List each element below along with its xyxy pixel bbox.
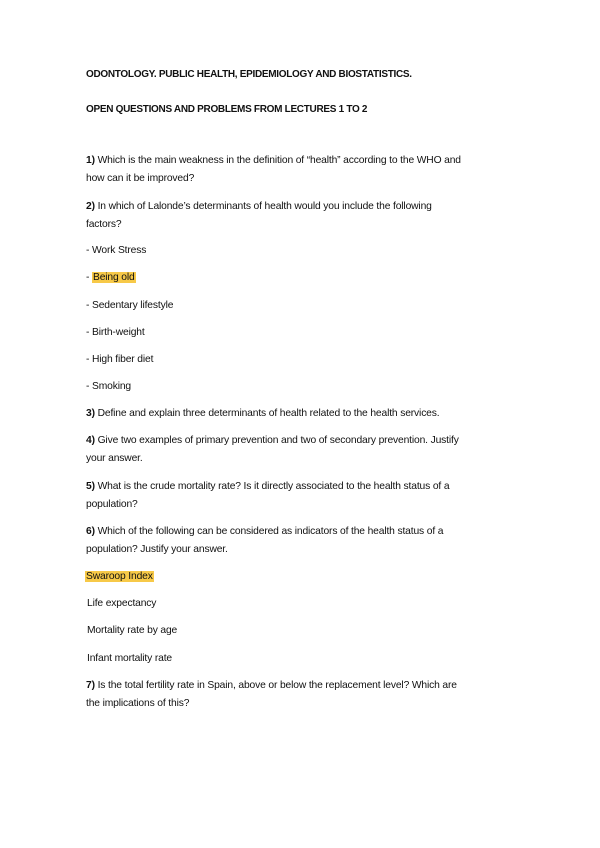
question-text: Which is the main weakness in the definition of “health” according to the WHO and: [97, 155, 461, 166]
text-span: -: [86, 272, 92, 283]
question-text: Define and explain three determinants of health related to the health services.: [97, 408, 440, 419]
question-number: 3): [86, 408, 95, 419]
question-5-cont: population?: [86, 499, 138, 510]
indicator-item: Infant mortality rate: [87, 653, 172, 664]
question-text: Is the total fertility rate in Spain, above or below the replacement level? Which are: [97, 680, 457, 691]
indicator-item: Life expectancy: [87, 598, 157, 609]
indicator-item-highlighted: [85, 570, 154, 584]
highlight: Being old: [93, 272, 135, 283]
question-number: 6): [86, 526, 95, 537]
text-span: -: [86, 354, 92, 365]
question-text: In which of Lalonde’s determinants of health would you include the following: [97, 201, 432, 212]
question-2-cont: factors?: [86, 219, 122, 230]
factor-item: [86, 380, 131, 394]
question-number: 2): [86, 201, 95, 212]
question-4-cont: your answer.: [86, 453, 143, 464]
question-7-cont: the implications of this?: [86, 698, 190, 709]
question-1: [86, 154, 461, 168]
text-span: -: [86, 381, 92, 392]
factor-item-highlighted: [86, 271, 136, 285]
question-6-cont: population? Justify your answer.: [86, 544, 228, 555]
text-span: -: [86, 327, 92, 338]
question-number: 4): [86, 435, 95, 446]
text-span: -: [86, 245, 92, 256]
question-3: [86, 407, 439, 421]
factor-item: [86, 244, 146, 258]
question-7: [86, 679, 457, 693]
indicator-item: Mortality rate by age: [87, 625, 178, 636]
question-number: 1): [86, 155, 95, 166]
factor-item: [86, 353, 153, 367]
question-6: [86, 525, 443, 539]
text-span: Smoking: [92, 381, 132, 392]
text-span: Work Stress: [92, 245, 147, 256]
question-text: Give two examples of primary prevention and two of secondary prevention. Justify: [97, 435, 459, 446]
question-1-cont: how can it be improved?: [86, 173, 195, 184]
factor-item: [86, 299, 173, 313]
factor-item: [86, 326, 145, 340]
text-span: High fiber diet: [92, 354, 154, 365]
question-text: Which of the following can be considered as indicators of the health status of a: [97, 526, 444, 537]
question-4: [86, 434, 459, 448]
question-2: [86, 200, 432, 214]
text-span: Birth-weight: [92, 327, 145, 338]
text-span: -: [86, 300, 92, 311]
document-title: ODONTOLOGY. PUBLIC HEALTH, EPIDEMIOLOGY AND BIOSTATISTICS.: [86, 69, 412, 80]
document-subtitle: OPEN QUESTIONS AND PROBLEMS FROM LECTURES 1 TO 2: [86, 104, 368, 115]
question-text: What is the crude mortality rate? Is it directly associated to the health status of a: [97, 481, 450, 492]
highlight: Swaroop Index: [86, 571, 153, 582]
question-5: [86, 480, 449, 494]
text-span: Sedentary lifestyle: [92, 300, 174, 311]
question-number: 7): [86, 680, 95, 691]
question-number: 5): [86, 481, 95, 492]
